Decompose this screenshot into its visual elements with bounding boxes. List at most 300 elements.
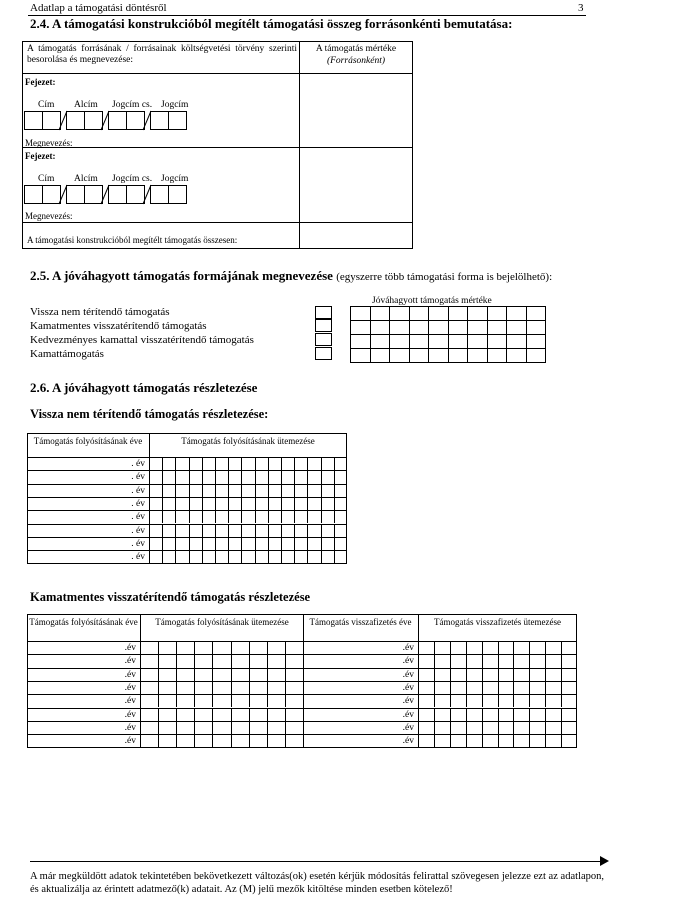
schedule-cell-divider [255,484,256,497]
schedule-cell-divider [529,641,530,654]
year-suffix-label: .év [124,736,136,747]
code-digit-box[interactable] [168,111,187,130]
schedule-cell-divider [466,681,467,694]
digit-cell[interactable] [506,306,527,321]
schedule-cell-divider [466,654,467,667]
schedule-cell-divider [529,681,530,694]
schedule-cell-divider [285,734,286,747]
funding-table-header-rule [22,73,413,74]
schedule-cell-divider [561,668,562,681]
code-digit-box[interactable] [108,111,127,130]
section-2-5-title-note: (egyszerre több támogatási forma is bejelölhető): [336,271,553,283]
schedule-cell-divider [255,470,256,483]
schedule-cell-divider [194,721,195,734]
schedule-cell-divider [249,654,250,667]
schedule-cell-divider [212,641,213,654]
page-number: 3 [578,2,584,14]
schedule-cell-divider [189,484,190,497]
schedule-cell-divider [545,681,546,694]
digit-cell[interactable] [448,306,469,321]
schedule-cell-divider [498,654,499,667]
digit-cell[interactable] [506,348,527,363]
jogcim-label: Jogcím [161,174,189,184]
nonrefundable-detail-title: Vissza nem térítendő támogatás részletezése: [30,407,269,421]
schedule-cell-divider [321,497,322,510]
schedule-cell-divider [162,484,163,497]
schedule-cell-divider [241,484,242,497]
schedule-cell-divider [334,457,335,470]
table2-col3-header: Támogatás visszafizetés éve [309,617,412,627]
schedule-cell-divider [466,641,467,654]
schedule-cell-divider [249,641,250,654]
code-digit-box[interactable] [150,111,169,130]
schedule-cell-divider [513,681,514,694]
schedule-cell-divider [268,484,269,497]
schedule-cell-divider [158,721,159,734]
schedule-cell-divider [281,537,282,550]
schedule-cell-divider [513,694,514,707]
schedule-cell-divider [215,484,216,497]
schedule-cell-divider [294,550,295,563]
schedule-cell-divider [281,497,282,510]
schedule-cell-divider [307,550,308,563]
schedule-cell-divider [162,537,163,550]
schedule-cell-divider [267,641,268,654]
table1-col2-header: Támogatás folyósításának ütemezése [181,436,315,446]
schedule-cell-divider [189,510,190,523]
cim-label: Cím [38,100,55,110]
schedule-cell-divider [202,470,203,483]
schedule-cell-divider [228,524,229,537]
digit-cell[interactable] [370,348,391,363]
digit-cell[interactable] [487,348,508,363]
interest-free-detail-title: Kamatmentes visszatérítendő támogatás részletezése [30,590,311,604]
schedule-cell-divider [162,497,163,510]
schedule-cell-divider [215,510,216,523]
schedule-cell-divider [212,721,213,734]
code-digit-box[interactable] [168,185,187,204]
schedule-cell-divider [228,537,229,550]
schedule-cell-divider [307,524,308,537]
schedule-cell-divider [434,708,435,721]
form-option-checkbox[interactable] [315,319,332,332]
schedule-cell-divider [175,537,176,550]
digit-cell[interactable] [428,320,449,335]
alcim-label: Alcím [74,100,98,110]
code-digit-box[interactable] [24,111,43,130]
schedule-cell-divider [294,524,295,537]
schedule-cell-divider [529,694,530,707]
schedule-cell-divider [321,470,322,483]
cim-label: Cím [38,174,55,184]
digit-cell[interactable] [467,334,488,349]
year-suffix-label: . év [131,525,145,536]
schedule-cell-divider [228,510,229,523]
table2-body [27,641,577,748]
schedule-cell-divider [241,524,242,537]
schedule-cell-divider [231,668,232,681]
digit-cell[interactable] [467,320,488,335]
year-suffix-label: .év [402,682,414,693]
section-2-5-title-main: 2.5. A jóváhagyott támogatás formájának megnevezése [30,268,333,283]
digit-cell[interactable] [409,334,430,349]
schedule-cell-divider [202,550,203,563]
schedule-cell-divider [212,668,213,681]
schedule-cell-divider [482,681,483,694]
schedule-cell-divider [294,470,295,483]
schedule-cell-divider [241,457,242,470]
schedule-cell-divider [175,457,176,470]
funding-col2-header-line1: A támogatás mértéke [315,44,397,54]
digit-cell[interactable] [370,320,391,335]
digit-cell[interactable] [389,320,410,335]
schedule-cell-divider [513,721,514,734]
schedule-cell-divider [285,654,286,667]
schedule-cell-divider [215,470,216,483]
schedule-cell-divider [255,524,256,537]
schedule-cell-divider [228,497,229,510]
megnevezes-label: Megnevezés: [25,211,73,221]
year-suffix-label: . év [131,512,145,523]
schedule-cell-divider [482,708,483,721]
table2-col1-header: Támogatás folyósításának éve [29,617,138,627]
schedule-cell-divider [255,457,256,470]
schedule-cell-divider [255,537,256,550]
digit-cell[interactable] [526,348,547,363]
year-suffix-label: .év [402,656,414,667]
schedule-cell-divider [267,734,268,747]
schedule-cell-divider [466,668,467,681]
schedule-cell-divider [241,537,242,550]
digit-cell[interactable] [428,306,449,321]
schedule-cell-divider [194,681,195,694]
year-suffix-label: .év [402,643,414,653]
schedule-cell-divider [545,708,546,721]
schedule-cell-divider [498,694,499,707]
schedule-cell-divider [321,457,322,470]
schedule-cell-divider [268,550,269,563]
schedule-cell-divider [482,654,483,667]
form-option-checkbox[interactable] [315,306,332,319]
schedule-cell-divider [231,721,232,734]
schedule-cell-divider [513,708,514,721]
code-digit-box[interactable] [108,185,127,204]
year-suffix-label: . év [131,459,145,469]
schedule-cell-divider [294,484,295,497]
schedule-cell-divider [482,668,483,681]
digit-cell[interactable] [487,306,508,321]
document-header-title: Adatlap a támogatási döntésről [30,2,167,14]
year-suffix-label: .év [402,722,414,733]
jogcim-label: Jogcím [161,100,189,110]
arrow-right-icon [600,856,609,866]
digit-cell[interactable] [428,348,449,363]
section-2-4-title: 2.4. A támogatási konstrukcióból megítélt támogatási összeg forrásonkénti bemutatása: [30,16,513,31]
form-option-label: Vissza nem térítendő támogatás [30,306,170,318]
schedule-cell-divider [285,708,286,721]
digit-cell[interactable] [506,320,527,335]
schedule-cell-divider [513,641,514,654]
funding-col2-header-line2: (Forrásonként) [326,56,386,66]
schedule-cell-divider [561,708,562,721]
digit-cell[interactable] [448,320,469,335]
schedule-cell-divider [529,668,530,681]
schedule-cell-divider [321,550,322,563]
schedule-cell-divider [434,668,435,681]
schedule-cell-divider [294,537,295,550]
digit-cell[interactable] [370,306,391,321]
schedule-cell-divider [231,734,232,747]
digit-cell[interactable] [526,320,547,335]
schedule-cell-divider [268,470,269,483]
digit-cell[interactable] [448,348,469,363]
schedule-cell-divider [249,721,250,734]
schedule-cell-divider [189,550,190,563]
code-digit-box[interactable] [150,185,169,204]
schedule-cell-divider [334,537,335,550]
schedule-cell-divider [334,524,335,537]
schedule-cell-divider [175,550,176,563]
schedule-cell-divider [175,497,176,510]
fejezet-label: Fejezet: [25,151,56,161]
digit-cell[interactable] [370,334,391,349]
form-option-checkbox[interactable] [315,347,332,360]
digit-cell[interactable] [350,348,371,363]
schedule-cell-divider [307,497,308,510]
year-suffix-label: .év [124,682,136,693]
schedule-cell-divider [334,497,335,510]
schedule-cell-divider [498,681,499,694]
digit-cell[interactable] [467,348,488,363]
code-digit-box[interactable] [66,111,85,130]
year-suffix-label: .év [402,736,414,747]
year-suffix-label: .év [124,669,136,680]
schedule-cell-divider [176,721,177,734]
schedule-cell-divider [285,694,286,707]
schedule-cell-divider [267,694,268,707]
schedule-cell-divider [434,641,435,654]
digit-cell[interactable] [389,334,410,349]
schedule-cell-divider [434,681,435,694]
table1-col1-header: Támogatás folyósításának éve [33,436,143,446]
schedule-cell-divider [202,497,203,510]
schedule-cell-divider [281,484,282,497]
year-suffix-label: .év [124,656,136,667]
schedule-cell-divider [561,694,562,707]
digit-cell[interactable] [448,334,469,349]
year-suffix-label: . év [131,552,145,563]
schedule-cell-divider [529,734,530,747]
digit-cell[interactable] [409,348,430,363]
schedule-cell-divider [482,641,483,654]
schedule-cell-divider [334,484,335,497]
schedule-cell-divider [189,470,190,483]
schedule-cell-divider [450,694,451,707]
schedule-cell-divider [561,681,562,694]
schedule-cell-divider [212,694,213,707]
code-digit-box[interactable] [24,185,43,204]
year-suffix-label: .év [402,709,414,720]
digit-cell[interactable] [506,334,527,349]
schedule-cell-divider [281,510,282,523]
approved-amount-grid-header: Jóváhagyott támogatás mértéke [372,296,492,306]
schedule-cell-divider [561,654,562,667]
schedule-cell-divider [307,470,308,483]
schedule-cell-divider [450,668,451,681]
schedule-cell-divider [307,484,308,497]
budget-code-boxes [24,111,194,131]
funding-table-total-rule [22,222,413,223]
digit-cell[interactable] [526,306,547,321]
schedule-cell-divider [215,537,216,550]
digit-cell[interactable] [409,320,430,335]
funding-total-label: A támogatási konstrukcióból megítélt támogatás összesen: [27,235,238,245]
schedule-cell-divider [545,694,546,707]
schedule-cell-divider [241,497,242,510]
schedule-cell-divider [202,537,203,550]
schedule-cell-divider [482,734,483,747]
digit-cell[interactable] [526,334,547,349]
schedule-cell-divider [529,654,530,667]
digit-cell[interactable] [487,334,508,349]
schedule-cell-divider [450,654,451,667]
schedule-cell-divider [231,708,232,721]
table1-body [27,457,347,564]
schedule-cell-divider [267,668,268,681]
digit-cell[interactable] [409,306,430,321]
schedule-cell-divider [321,537,322,550]
schedule-cell-divider [194,694,195,707]
schedule-cell-divider [268,537,269,550]
schedule-cell-divider [162,550,163,563]
schedule-cell-divider [267,721,268,734]
schedule-cell-divider [189,524,190,537]
schedule-cell-divider [268,510,269,523]
schedule-cell-divider [513,654,514,667]
schedule-cell-divider [450,641,451,654]
schedule-cell-divider [498,668,499,681]
schedule-cell-divider [334,470,335,483]
schedule-cell-divider [194,668,195,681]
schedule-cell-divider [268,497,269,510]
schedule-cell-divider [434,721,435,734]
schedule-cell-divider [162,457,163,470]
digit-cell[interactable] [487,320,508,335]
schedule-cell-divider [158,654,159,667]
schedule-cell-divider [176,654,177,667]
schedule-cell-divider [545,668,546,681]
code-digit-box[interactable] [66,185,85,204]
schedule-cell-divider [249,734,250,747]
schedule-cell-divider [268,524,269,537]
schedule-cell-divider [228,457,229,470]
approved-amount-digit-grid [350,306,546,362]
schedule-cell-divider [267,708,268,721]
schedule-cell-divider [466,734,467,747]
form-option-label: Kamatmentes visszatérítendő támogatás [30,320,207,332]
schedule-cell-divider [281,550,282,563]
schedule-cell-divider [285,641,286,654]
schedule-cell-divider [176,668,177,681]
year-suffix-label: . év [131,538,145,549]
schedule-cell-divider [281,524,282,537]
schedule-cell-divider [450,681,451,694]
schedule-cell-divider [307,457,308,470]
schedule-cell-divider [228,550,229,563]
schedule-cell-divider [176,641,177,654]
schedule-cell-divider [267,654,268,667]
schedule-cell-divider [189,497,190,510]
schedule-cell-divider [231,694,232,707]
schedule-cell-divider [215,457,216,470]
section-2-5-title [30,268,552,284]
schedule-cell-divider [176,734,177,747]
schedule-cell-divider [175,524,176,537]
schedule-cell-divider [231,654,232,667]
year-suffix-label: .év [402,669,414,680]
schedule-cell-divider [294,457,295,470]
schedule-cell-divider [215,497,216,510]
schedule-cell-divider [249,694,250,707]
schedule-cell-divider [158,681,159,694]
digit-cell[interactable] [350,306,371,321]
schedule-cell-divider [466,721,467,734]
schedule-cell-divider [498,721,499,734]
schedule-cell-divider [466,694,467,707]
year-suffix-label: .év [402,696,414,707]
schedule-cell-divider [321,510,322,523]
digit-cell[interactable] [389,306,410,321]
form-option-label: Kedvezményes kamattal visszatérítendő támogatás [30,334,254,346]
schedule-cell-divider [466,708,467,721]
schedule-cell-divider [545,641,546,654]
table2-col2-header: Támogatás folyósításának ütemezése [155,617,289,627]
digit-cell[interactable] [467,306,488,321]
form-option-checkbox[interactable] [315,333,332,346]
schedule-cell-divider [450,734,451,747]
schedule-cell-divider [241,510,242,523]
schedule-cell-divider [175,484,176,497]
digit-cell[interactable] [389,348,410,363]
digit-cell[interactable] [428,334,449,349]
schedule-cell-divider [434,734,435,747]
alcim-label: Alcím [74,174,98,184]
schedule-cell-divider [241,470,242,483]
schedule-cell-divider [285,681,286,694]
schedule-cell-divider [162,510,163,523]
schedule-cell-divider [215,550,216,563]
year-suffix-label: . év [131,498,145,509]
funding-table-row-rule [22,147,413,148]
schedule-cell-divider [482,694,483,707]
digit-cell[interactable] [350,320,371,335]
jogcimcs-label: Jogcím cs. [112,174,153,184]
schedule-cell-divider [285,668,286,681]
megnevezes-label: Megnevezés: [25,138,73,148]
jogcimcs-label: Jogcím cs. [112,100,153,110]
digit-cell[interactable] [350,334,371,349]
schedule-cell-divider [158,694,159,707]
year-suffix-label: . év [131,472,145,483]
schedule-cell-divider [334,550,335,563]
schedule-cell-divider [215,524,216,537]
schedule-cell-divider [545,734,546,747]
schedule-cell-divider [281,470,282,483]
year-suffix-label: .év [124,722,136,733]
schedule-cell-divider [228,484,229,497]
schedule-cell-divider [307,537,308,550]
schedule-cell-divider [498,734,499,747]
